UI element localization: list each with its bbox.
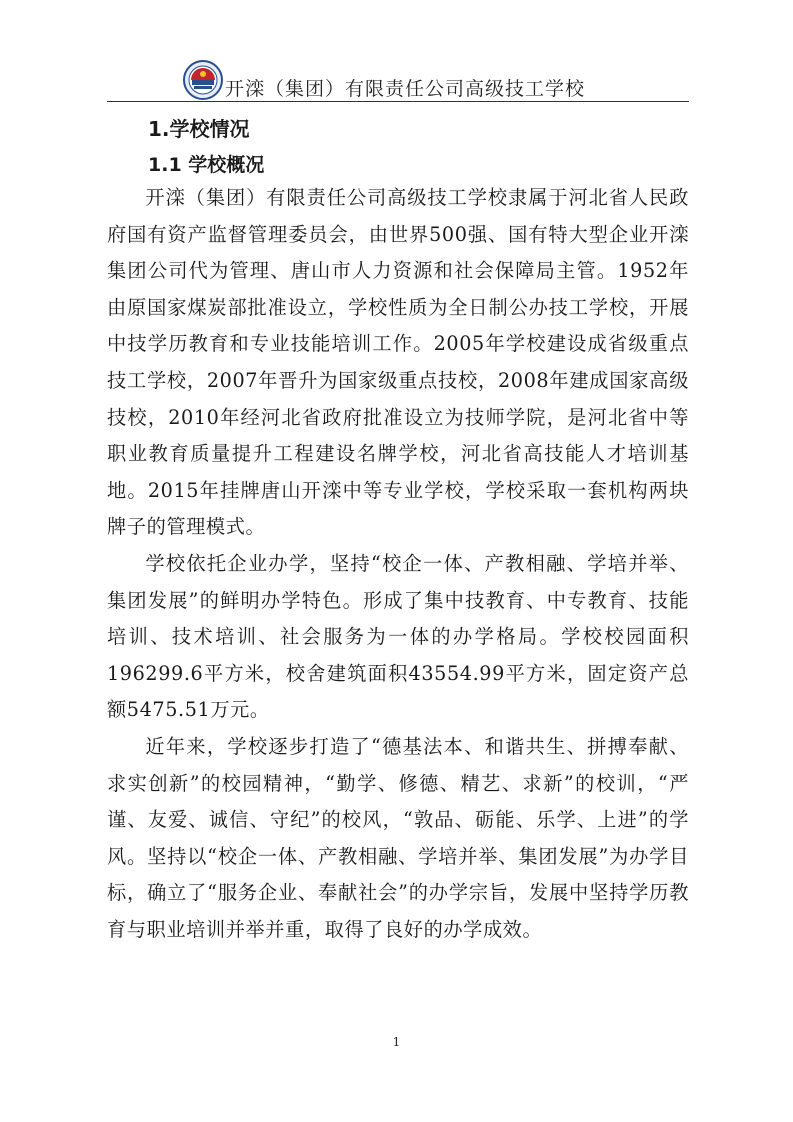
page-number: 1: [392, 1035, 401, 1049]
school-seal-icon: [183, 60, 223, 100]
header-divider: [107, 101, 689, 102]
paragraph-overview: 开滦（集团）有限责任公司高级技工学校隶属于河北省人民政府国有资产监督管理委员会，由世界500强、国有特大型企业开滦集团公司代为管理、唐山市人力资源和社会保障局主管。1952年由原国家煤炭部批准设立，学校性质为全日制公办技工学校，开展中技学历教育和专业技能培训工作。2005年学校建设成省级重点技工学校，2007年晋升为国家级重点技校，2008年建成国家高级技校，2010年经河北省政府批准设立为技师学院，是河北省中等职业教育质量提升工程建设名牌学校，河北省高技能人才培训基地。2015年挂牌唐山开滦中等专业学校，学校采取一套机构两块牌子的管理模式。: [107, 186, 689, 539]
paragraph-spirit: 近年来，学校逐步打造了“德基法本、和谐共生、拼搏奉献、求实创新”的校园精神，“勤学、修德、精艺、求新”的校训，“严谨、友爱、诚信、守纪”的校风，“敦品、砺能、乐学、上进”的学风。坚持以“校企一体、产教相融、学培并举、集团发展”为办学目标，确立了“服务企业、奉献社会”的办学宗旨，发展中坚持学历教育与职业培训并举并重，取得了良好的办学成效。: [107, 734, 689, 941]
header-title: 开滦（集团）有限责任公司高级技工学校: [225, 78, 586, 100]
section-heading: 1.学校情况: [148, 117, 250, 141]
body-text: [107, 180, 689, 948]
paragraph-features: 学校依托企业办学，坚持“校企一体、产教相融、学培并举、集团发展”的鲜明办学特色。形成了集中技教育、中专教育、技能培训、技术培训、社会服务为一体的办学格局。学校校园面积196299.6平方米，校舍建筑面积43554.99平方米，固定资产总额5475.51万元。: [107, 551, 689, 722]
page-header: [107, 60, 689, 104]
subsection-heading: 1.1 学校概况: [148, 154, 265, 176]
